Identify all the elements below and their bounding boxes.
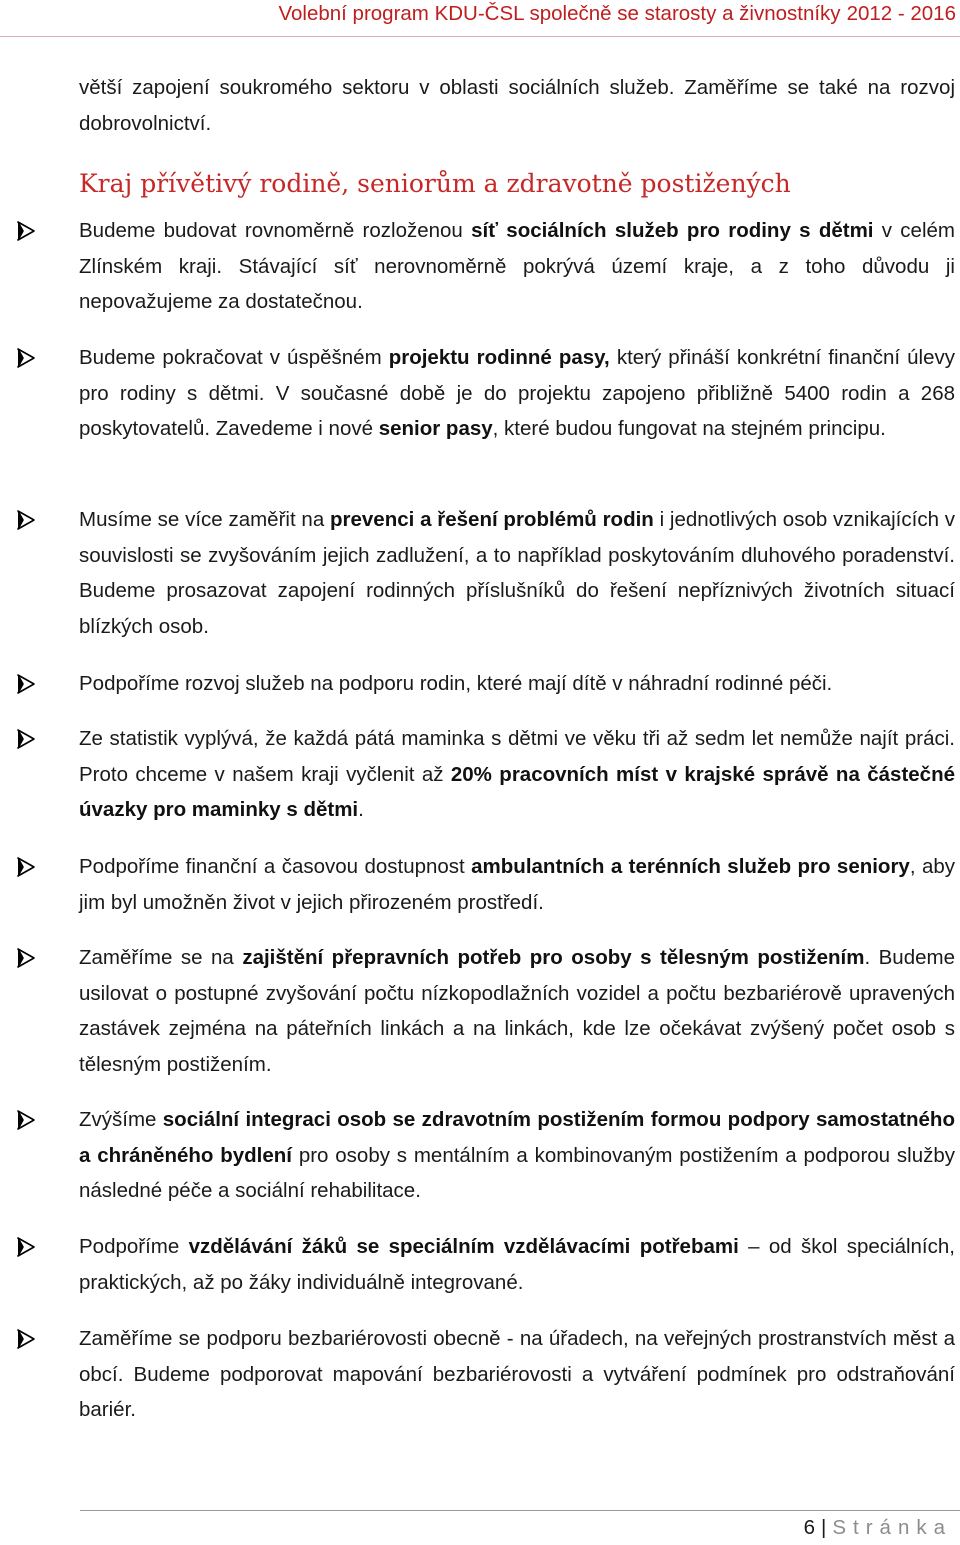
arrowhead-bullet-icon [16, 509, 38, 531]
bullet-text [79, 346, 955, 440]
arrowhead-bullet-icon [16, 673, 38, 695]
text-run: který přináší konkrétní finanční úlevy pro rodiny s dětmi. V současné době je do projektu zapojeno přibližně 5400 rodin a 268 poskytovatelů. Zavedeme i nové [79, 346, 955, 440]
bold-text-run: síť sociálních služeb pro rodiny s dětmi [471, 219, 874, 242]
running-header [278, 2, 956, 26]
arrowhead-bullet-icon [16, 856, 38, 878]
text-run: , které budou fungovat na stejném principu. [492, 417, 886, 440]
arrowhead-bullet-icon [16, 1328, 38, 1350]
page-number: 6 [803, 1516, 816, 1539]
text-run: . [358, 798, 364, 821]
text-run: . Budeme usilovat o postupné zvyšování počtu nízkopodlažních vozidel a počtu bezbariérově upravených zastávek zejména na páteřních linkách a na linkách, kde lze očekávat zvýšený počet osob s tělesným postižením. [79, 946, 955, 1076]
bullet-text [79, 946, 955, 1076]
footer-separator: | [821, 1516, 827, 1539]
bullet-text [79, 508, 955, 638]
bullet-text [79, 1108, 955, 1202]
bullet-item-3 [79, 502, 955, 644]
bullet-item-2 [79, 340, 955, 447]
bullet-item-9 [79, 1229, 955, 1300]
text-run: v celém Zlínském kraji. Stávající síť nerovnoměrně pokrývá území kraje, a z toho důvodu ji nepovažujeme za dostatečnou. [79, 219, 955, 313]
bullet-text [79, 219, 955, 313]
arrowhead-bullet-icon [16, 347, 38, 369]
bullet-item-10 [79, 1321, 955, 1428]
arrowhead-bullet-icon [16, 728, 38, 750]
bold-text-run: vzdělávání žáků se speciálním vzdělávacími potřebami [188, 1235, 739, 1258]
bullet-text [79, 672, 832, 695]
bullet-item-7 [79, 940, 955, 1082]
bold-text-run: sociální integraci osob se zdravotním postižením formou podpory samostatného a chráněného bydlení [79, 1108, 955, 1167]
intro-paragraph: větší zapojení soukromého sektoru v oblasti sociálních služeb. Zaměříme se také na rozvoj dobrovolnictví. [79, 76, 955, 135]
text-run: i jednotlivých osob vznikajících v souvislosti se zvyšováním jejich zadlužení, a to například poskytováním dluhového poradenství. Budeme prosazovat zapojení rodinných příslušníků do řešení nepříznivých životních situací blízkých osob. [79, 508, 955, 638]
bold-text-run: ambulantních a terénních služeb pro seniory [471, 855, 910, 878]
text-run: Zvýšíme [79, 1108, 163, 1131]
bullet-text [79, 855, 955, 914]
text-run: Ze statistik vyplývá, že každá pátá maminka s dětmi ve věku tři až sedm let nemůže najít práci. Proto chceme v našem kraji vyčlenit až [79, 727, 955, 786]
header-title: Volební program KDU-ČSL společně se starosty a živnostníky [278, 2, 841, 25]
section-title: Kraj přívětivý rodině, seniorům a zdravotně postižených [79, 169, 791, 198]
page-footer [804, 1516, 952, 1540]
bold-text-run: projektu rodinné pasy, [388, 346, 610, 369]
bold-text-run: 20% pracovních míst v krajské správě na částečné úvazky pro maminky s dětmi [79, 762, 955, 821]
text-run: , aby jim byl umožněn život v jejich přirozeném prostředí. [79, 855, 955, 914]
text-run: Budeme budovat rovnoměrně rozloženou [79, 219, 472, 242]
text-run: – od škol speciálních, praktických, až po žáky individuálně integrované. [79, 1235, 955, 1294]
bullet-item-1 [79, 213, 955, 320]
bold-text-run: zajištění přepravních potřeb pro osoby s tělesným postižením [242, 946, 865, 969]
bullet-item-4 [79, 666, 955, 702]
text-run: Zaměříme se na [79, 946, 243, 969]
arrowhead-bullet-icon [16, 1109, 38, 1131]
header-years: 2012 - 2016 [846, 2, 956, 25]
bullet-item-8 [79, 1102, 955, 1209]
bullet-item-6 [79, 849, 955, 920]
bold-text-run: senior pasy [378, 417, 493, 440]
bullet-text [79, 727, 955, 821]
bullet-text [79, 1235, 955, 1294]
header-divider [0, 36, 960, 37]
text-run: Podpoříme rozvoj služeb na podporu rodin, které mají dítě v náhradní rodinné péči. [79, 672, 833, 695]
text-run: Musíme se více zaměřit na [79, 508, 330, 531]
bullet-text [79, 1327, 955, 1421]
arrowhead-bullet-icon [16, 220, 38, 242]
page-label: Stránka [832, 1516, 952, 1539]
text-run: Podpoříme [79, 1235, 189, 1258]
bullet-item-5 [79, 721, 955, 828]
text-run: Podpoříme finanční a časovou dostupnost [79, 855, 472, 878]
bold-text-run: prevenci a řešení problémů rodin [330, 508, 654, 531]
arrowhead-bullet-icon [16, 1236, 38, 1258]
footer-divider [80, 1510, 960, 1511]
text-run: Budeme pokračovat v úspěšném [79, 346, 389, 369]
arrowhead-bullet-icon [16, 947, 38, 969]
text-run: pro osoby s mentálním a kombinovaným postižením a podporou služby následné péče a sociální rehabilitace. [79, 1143, 955, 1202]
text-run: Zaměříme se podporu bezbariérovosti obecně - na úřadech, na veřejných prostranstvích měst a obcí. Budeme podporovat mapování bezbariérovosti a vytváření podmínek pro odstraňování bariér. [79, 1327, 955, 1421]
